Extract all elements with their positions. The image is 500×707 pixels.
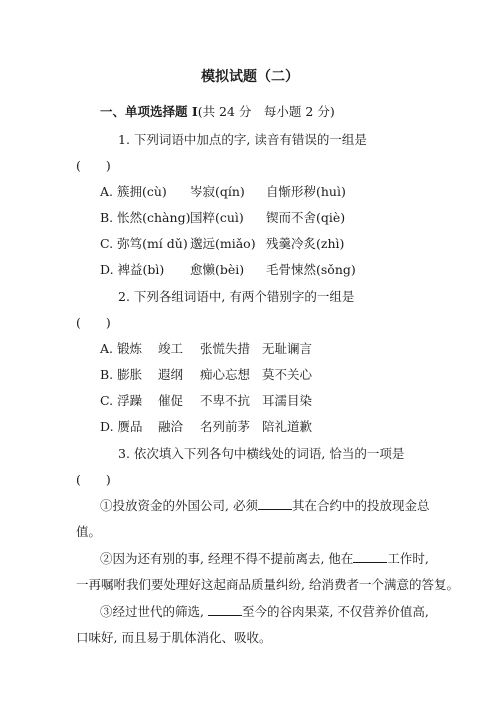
question-3-stem: 3. 依次填入下列各句中横线处的词语, 恰当的一项是 (118, 446, 405, 461)
section-heading (100, 104, 335, 120)
option-item: A. 锻炼 (100, 341, 142, 356)
fill-blank (353, 552, 387, 563)
q1-option-c (100, 236, 344, 252)
question-2-stem: 2. 下列各组词语中, 有两个错别字的一组是 (118, 289, 355, 304)
option-item: C. 浮躁 (100, 393, 143, 408)
option-item: 自惭形秽(huì) (266, 184, 346, 199)
option-item: 陪礼道歉 (262, 419, 313, 434)
section-detail: (共 24 分 每小题 2 分) (197, 104, 335, 119)
sentence-text: 至今的谷肉果菜, 不仅营养价值高, (241, 604, 429, 619)
option-item: 遐纲 (158, 367, 184, 382)
q3-sentence-3 (100, 604, 429, 620)
option-item: 莫不关心 (262, 367, 313, 382)
option-item: 名列前茅 (200, 419, 251, 434)
fill-blank (208, 605, 242, 616)
section-label: 一、单项选择题 I (100, 104, 198, 119)
page-title: 模拟试题（二） (201, 69, 299, 85)
q1-option-a (100, 184, 346, 200)
q1-option-b (100, 210, 345, 226)
option-item: 痴心忘想 (200, 367, 251, 382)
q3-sentence-1-cont: 值。 (76, 524, 102, 539)
q2-option-b (100, 367, 312, 383)
sentence-text: 工作时, (387, 551, 429, 566)
option-item: 竣工 (158, 341, 184, 356)
sentence-text: ③经过世代的筛选, (100, 604, 208, 619)
q3-sentence-2 (100, 551, 429, 567)
question-1-stem: 1. 下列词语中加点的字, 读音有错误的一组是 (118, 132, 367, 147)
q2-option-c (100, 393, 312, 409)
q3-sentence-3-cont: 口味好, 而且易于肌体消化、吸收。 (76, 630, 272, 645)
q1-option-d (100, 262, 356, 278)
option-item: C. 弥笃(mí dǔ) (100, 236, 188, 251)
q2-option-d (100, 419, 312, 435)
fill-blank (258, 499, 292, 510)
question-2-paren: ( ) (76, 315, 111, 330)
option-item: 愈懒(bèi) (190, 262, 245, 277)
option-item: 融洽 (158, 419, 184, 434)
question-1-paren: ( ) (76, 158, 111, 173)
option-item: 残羹冷炙(zhì) (266, 236, 345, 251)
q2-option-a (100, 341, 312, 357)
option-item: 邈远(miǎo) (190, 236, 256, 251)
option-item: 无耻谰言 (262, 341, 313, 356)
option-item: B. 怅然(chàng) (100, 210, 191, 225)
option-item: A. 簇拥(cù) (100, 184, 167, 199)
option-item: 毛骨悚然(sǒng) (266, 262, 356, 277)
sentence-text: 其在合约中的投放现金总 (291, 498, 430, 513)
question-3-paren: ( ) (76, 472, 111, 487)
sentence-text: ①投放资金的外国公司, 必须 (100, 498, 258, 513)
option-item: 耳濡目染 (262, 393, 313, 408)
q3-sentence-1 (100, 498, 429, 514)
option-item: 锲而不舍(qiè) (266, 210, 346, 225)
option-item: 岑寂(qín) (190, 184, 245, 199)
option-item: 催促 (158, 393, 184, 408)
option-item: 张慌失措 (200, 341, 251, 356)
sentence-text: ②因为还有别的事, 经理不得不提前离去, 他在 (100, 551, 354, 566)
option-item: 国粹(cuì) (190, 210, 244, 225)
option-item: D. 赝品 (100, 419, 143, 434)
option-item: 不卑不抗 (200, 393, 251, 408)
option-item: B. 膨胀 (100, 367, 143, 382)
option-item: D. 裨益(bì) (100, 262, 165, 277)
q3-sentence-2-cont: 一再嘱咐我们要处理好这起商品质量纠纷, 给消费者一个满意的答复。 (76, 577, 459, 592)
